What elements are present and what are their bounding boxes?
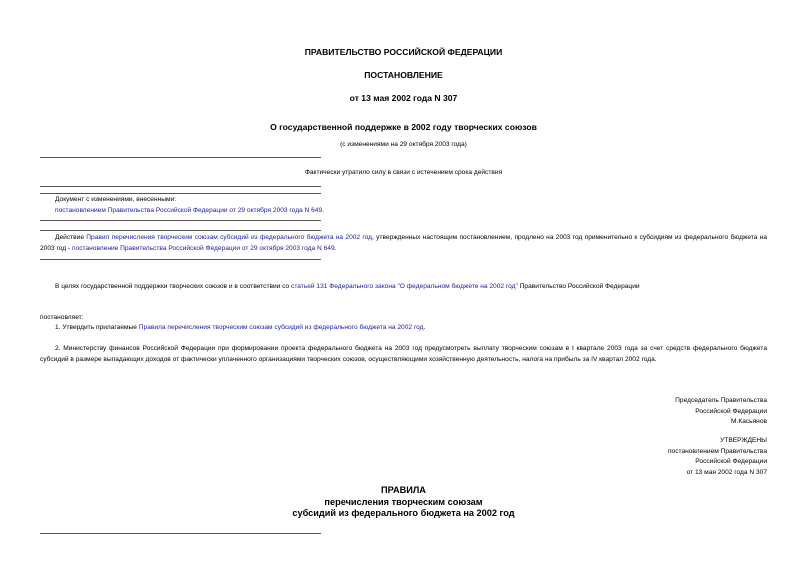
divider xyxy=(40,259,321,260)
divider xyxy=(40,230,321,231)
rules-title xyxy=(0,485,807,520)
divider xyxy=(40,193,321,194)
doc-type-heading: ПОСТАНОВЛЕНИЕ xyxy=(364,70,443,80)
divider xyxy=(40,220,321,221)
changes-link[interactable]: постановлением Правительства Российской Федерации от 29 октября 2003 года N 649. xyxy=(55,207,324,214)
approved-line-4: от 13 мая 2002 года N 307 xyxy=(686,468,767,476)
divider xyxy=(40,186,321,187)
signature-line-1: Председатель Правительства xyxy=(675,397,767,404)
preamble-prefix: В целях государственной поддержки творческих союзов и в соответствии со xyxy=(55,283,292,290)
approved-block xyxy=(668,436,767,478)
item-2: 2. Министерству финансов Российской Федерации при формировании проекта федерального бюджета на 2003 год предусмотреть выплату творческим союзам в I квартале 2003 года за счет средств федерального бюджета субсидий в размере выпадающих доходов от фактически уплаченного организациями творческих союзов, осуществляющими хозяйственную деятельность, налога на прибыль за IV квартал 2002 года. xyxy=(40,345,767,363)
decrees-word: постановляет: xyxy=(40,314,84,321)
government-heading: ПРАВИТЕЛЬСТВО РОССИЙСКОЙ ФЕДЕРАЦИИ xyxy=(304,47,503,57)
approved-line-1: УТВЕРЖДЕНЫ xyxy=(720,437,767,444)
status-notice: Фактически утратило силу в связи с истечением срока действия xyxy=(304,169,503,176)
decree-649-link[interactable]: постановление Правительства Российской Федерации от 29 октября 2003 года N 649 xyxy=(72,244,335,252)
signature-block xyxy=(675,396,767,428)
divider xyxy=(40,157,321,158)
approved-line-2: постановлением Правительства xyxy=(667,447,767,455)
preamble-suffix: Правительство Российской Федерации xyxy=(517,283,640,290)
signature-line-2: Российской Федерации xyxy=(695,407,767,415)
item-1 xyxy=(55,323,775,334)
item1-rules-link[interactable]: Правила перечисления творческим союзам субсидий из федерального бюджета на 2002 год xyxy=(138,324,424,331)
signature-line-3: М.Касьянов xyxy=(731,418,767,425)
approved-line-3: Российской Федерации xyxy=(695,458,767,465)
changes-label: Документ с изменениями, внесенными: xyxy=(55,196,177,203)
action-suffix: . xyxy=(334,244,337,252)
action-prefix: Действие xyxy=(55,234,87,241)
amendment-note: (с изменениями на 29 октября 2003 года) xyxy=(340,141,467,148)
rules-title-line-3: субсидий из федерального бюджета на 2002 год xyxy=(292,508,515,518)
rules-title-line-2: перечисления творческим союзам xyxy=(324,496,483,507)
divider xyxy=(40,533,321,534)
rules-link[interactable]: Правил перечисления творческим союзам субсидий из федерального бюджета на 2002 год xyxy=(86,234,372,241)
action-middle: , утвержденных настоящим постановлением, продлено на 2003 год применительно к субсидиям из федерального бюджета на 2003 год - xyxy=(40,234,767,252)
federal-law-link[interactable]: статьей 131 Федерального закона "О федеральном бюджете на 2002 год" xyxy=(291,283,518,290)
item1-prefix: 1. Утвердить прилагаемые xyxy=(55,324,139,331)
date-number: от 13 мая 2002 года N 307 xyxy=(349,93,458,103)
action-paragraph xyxy=(40,233,767,254)
document-title: О государственной поддержке в 2002 году творческих союзов xyxy=(270,122,537,132)
preamble-paragraph xyxy=(55,282,775,293)
item1-suffix: . xyxy=(423,324,426,331)
rules-title-line-1: ПРАВИЛА xyxy=(381,485,426,495)
